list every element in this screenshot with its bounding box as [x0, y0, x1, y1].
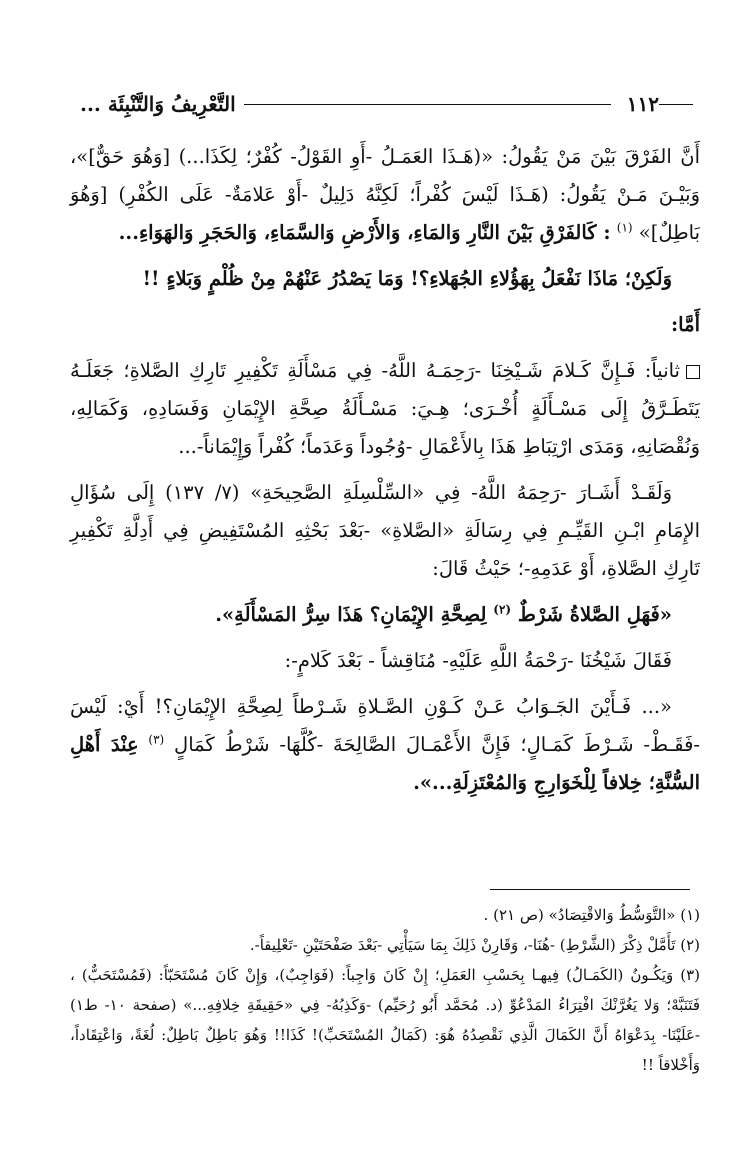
paragraph-1: [70, 138, 700, 252]
paragraph-6: [70, 596, 700, 634]
paragraph-1-tail: : كَالفَرْقِ بَيْنَ النَّارِ وَالمَاءِ، وَالأَرْضِ وَالسَّمَاءِ، وَالحَجَرِ وَالهَوَاءِ...: [118, 221, 611, 244]
footnote-2: (٢) تَأَمَّلْ ذِكْرَ (الشَّرْطِ) -هُنَا-، وَقَارِنْ ذَلِكَ بِمَا سَيَأْتِي -بَعْدَ صَفْحَتَيْنِ -تَعْلِيقاً-.: [249, 936, 700, 954]
paragraph-8-text-b: عِنْدَ أَهْلِ السُّنَّةِ؛ خِلافاً لِلْخَوَارِجِ وَالمُعْتَزِلَةِ...».: [70, 733, 700, 794]
paragraph-2: وَلَكِنْ؛ مَاذَا نَفْعَلُ بِهَؤُلاءِ الجُهَلاءِ؟! وَمَا يَصْدُرُ عَنْهُمْ مِنْ ظُلْمٍ وَبَلاءٍ !!: [142, 267, 672, 290]
paragraph-5: وَلَقَـدْ أَشَـارَ -رَحِمَهُ اللَّهُ- فِي «السِّلْسِلَةِ الصَّحِيحَةِ» (٧/ ١٣٧) إِلَى سُؤَالِ الإِمَامِ ابْـنِ القَيِّـمِ فِي رِسَالَةِ «الصَّلاةِ» -بَعْدَ بَحْثِهِ المُسْتَفِيضِ فِي أَدِلَّةِ تَكْفِيرِ تَارِكِ الصَّلاةِ، أَوْ عَدَمِهِ-؛ حَيْثُ قَالَ:: [70, 481, 700, 580]
running-head: التَّعْرِيفُ وَالتَّنْبِئَة ...: [80, 92, 236, 116]
footnote-ref-2[interactable]: (٢): [493, 602, 512, 617]
paragraph-8-text-a: «... فَـأَيْنَ الجَـوَابُ عَـنْ كَـوْنِ الصَّـلاةِ شَـرْطاً لِصِحَّةِ الإِيْمَانِ؟! أَيْ: لَيْسَ -فَقَـطْ- شَـرْطَ كَمَـالٍ؛ فَإِنَّ الأَعْمَـالَ الصَّالِحَةَ -كُلَّهَا- شَرْطُ كَمَالٍ: [70, 695, 701, 756]
paragraph-4: [70, 352, 700, 466]
footnote-separator: [490, 889, 690, 890]
header-lead-rule: [659, 104, 693, 105]
paragraph-8: [70, 688, 700, 802]
footnote-1: (١) «التَّوَسُّطُ وَالاقْتِصَادُ» (ص ٢١) .: [483, 906, 700, 924]
paragraph-1-text: أَنَّ الفَرْقَ بَيْنَ مَنْ يَقُولُ: «(هَـذَا العَمَـلُ -أَوِ القَوْلُ- كُفْرٌ؛ لِكَذَا...) [وَهُوَ حَقٌّ]»، وَبَيْـنَ مَـنْ يَقُولُ: (هَـذَا لَيْسَ كُفْراً؛ لَكِنَّهُ دَلِيلٌ -أَوْ عَلامَةٌ- عَلَى الكُفْرِ) [وَهُوَ بَاطِلٌ]»: [70, 145, 700, 244]
paragraph-4-text: ثانياً: فَـإِنَّ كَـلامَ شَـيْخِنَا -رَحِمَـهُ اللَّهُ- فِي مَسْأَلَةِ تَكْفِيرِ تَارِكِ الصَّلاةِ؛ جَعَلَـهُ يَتَطَـرَّقُ إِلَى مَسْـأَلَةٍ أُخْـرَى؛ هِـيَ: مَسْـأَلَةُ صِحَّةِ الإِيْمَانِ وَفَسَادِهِ، وَكَمَالِهِ، وَنُقْصَانِهِ، وَمَدَى ارْتِبَاطِ هَذَا بِالأَعْمَالِ -وُجُوداً وَعَدَماً؛ كُفْراً وَإِيْمَاناً-...: [70, 359, 700, 458]
main-text: [70, 138, 700, 810]
paragraph-3: أَمَّا:: [670, 313, 700, 336]
page-number: ١١٢: [626, 92, 659, 116]
section-marker-icon: [686, 365, 700, 379]
footnote-ref-1[interactable]: (١): [616, 220, 633, 235]
header-rule: [244, 104, 611, 105]
footnote-ref-3[interactable]: (٣): [148, 732, 165, 747]
paragraph-6-text-a: «فَهَلِ الصَّلاةُ شَرْطٌ: [517, 603, 672, 626]
page-header: [80, 88, 695, 120]
paragraph-7: فَقَالَ شَيْخُنَا -رَحْمَةُ اللَّهِ عَلَيْهِ- مُنَاقِشاً - بَعْدَ كَلامٍ-:: [284, 649, 672, 672]
footnotes: [70, 900, 700, 1080]
footnote-3: (٣) وَيَكُـونُ (الكَمَـالُ) فِيهـا بِحَسْبِ العَمَلِ؛ إِنْ كَانَ وَاجِباً: (فَوَاجِبٌ)، وَإِنْ كَانَ مُسْتَحَبّاً: (فَمُسْتَحَبٌّ) ، فَتَنَبَّهْ؛ وَلا يَغُرَّنْكَ افْتِرَاءُ المَدْعُوِّ (د. مُحَمَّد أَبُو رُحَيِّم) -وَكَذِبُهُ- فِي «حَقِيقَةِ خِلافِهِ...» (صفحة ١٠- ط١) -عَلَيْنَا- بِدَعْوَاهُ أَنَّ الكَمَالَ الَّذِي نَقْصِدُهُ هُوَ: (كَمَالُ المُسْتَحَبِّ)! كَذَا!! وَهُوَ بَاطِلٌ بَاطِلٌ: لُغَةً، وَاعْتِقَاداً، وَأَخْلاقاً !!: [70, 966, 700, 1074]
paragraph-6-text-b: لِصِحَّةِ الإِيْمَانِ؟ هَذَا سِرُّ المَسْأَلَةِ».: [215, 603, 487, 626]
